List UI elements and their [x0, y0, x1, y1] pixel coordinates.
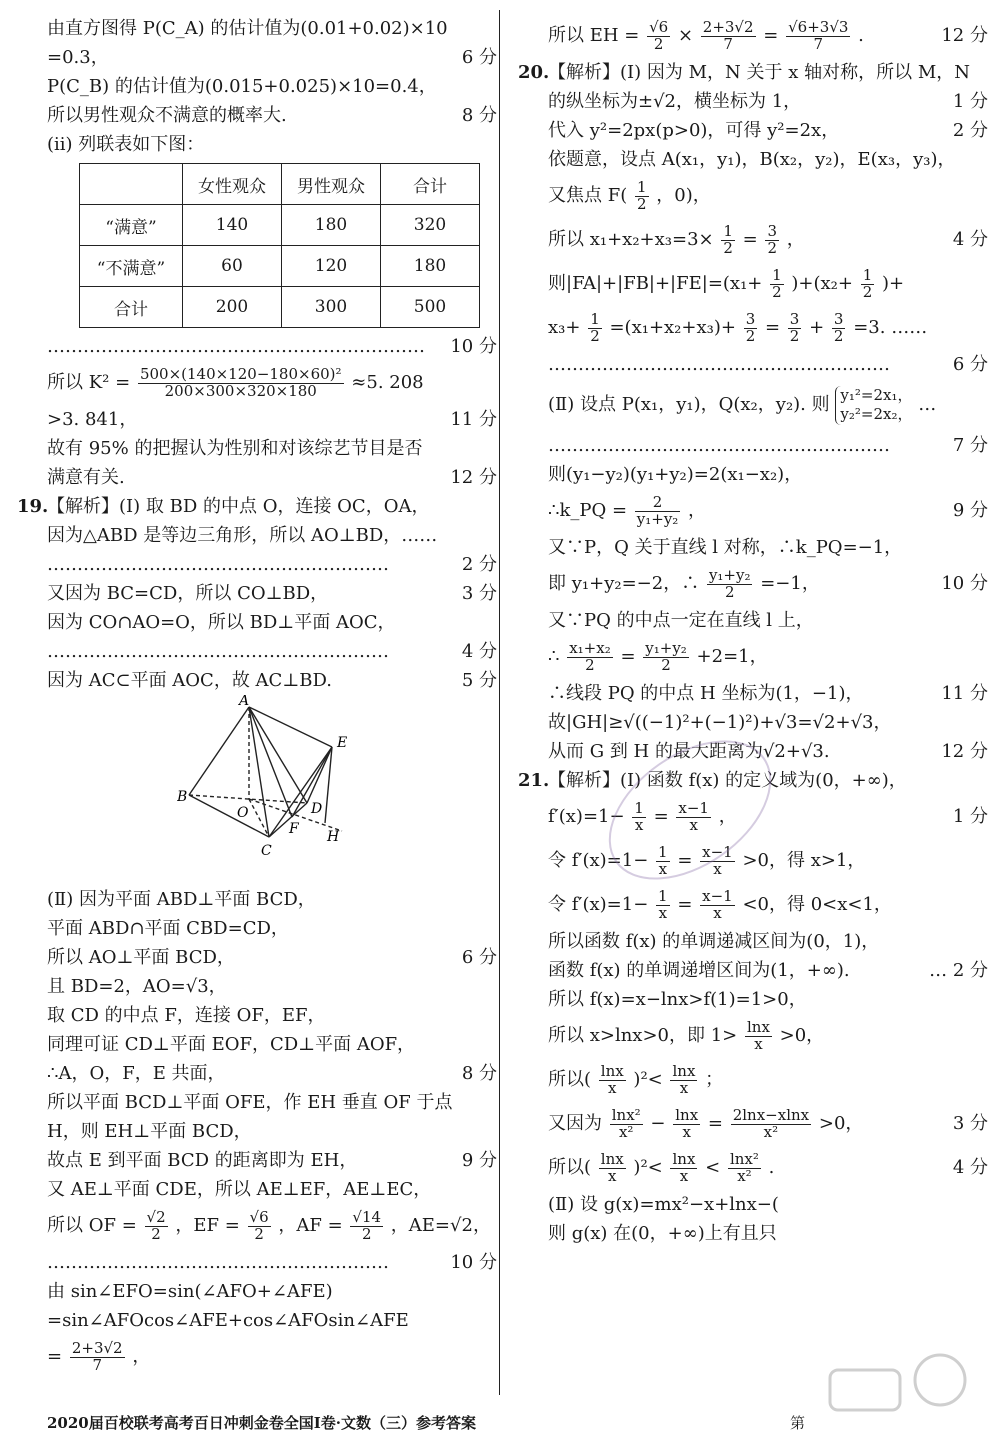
- text-line: 由直方图得 P(C_A) 的估计值为(0.01+0.02)×10: [47, 18, 448, 39]
- text-line: 又∵PQ 的中点一定在直线 l 上，: [548, 610, 814, 631]
- text-line: 满意有关. 12 分: [47, 463, 497, 492]
- text-line: (ⅱ) 列联表如下图：: [47, 134, 205, 155]
- text-line: ∴线段 PQ 的中点 H 坐标为(1，−1)， 11 分: [548, 679, 988, 708]
- score: … 2 分: [929, 960, 988, 981]
- text-line: =0.3， 6 分: [47, 43, 497, 72]
- fraction: $\frac{1}{x}$: [658, 842, 668, 878]
- score: 6 分: [461, 947, 497, 968]
- score: 12 分: [941, 25, 988, 46]
- mid2-line: ∴ $\frac{\text{x₁+x₂}}{2}$ = $\frac{\text{y₁+y₂}}{2}$ +2=1，: [548, 638, 768, 674]
- score: 5 分: [461, 670, 497, 691]
- score: 9 分: [952, 500, 988, 521]
- fraction: $\frac{1}{x}$: [658, 886, 668, 922]
- fraction: $\frac{1}{x}$: [634, 798, 644, 834]
- fraction: $\frac{√2}{2}$: [146, 1207, 166, 1243]
- ln-line: 所以 x>lnx>0，即 1> $\frac{\ln x}{x}$ >0，: [548, 1017, 825, 1053]
- fraction: $\frac{x-1}{x}$: [678, 798, 709, 834]
- score: 2 分: [952, 120, 988, 141]
- table-cell: 女性观众: [183, 164, 282, 205]
- text-line: 因为△ABD 是等边三角形，所以 AO⊥BD，……: [47, 525, 438, 546]
- score: 10 分: [450, 336, 497, 357]
- fraction: $\frac{3}{2}$: [745, 309, 756, 345]
- page-number-prefix: 第: [790, 1414, 806, 1432]
- text-line: 又 AE⊥平面 CDE，所以 AE⊥EF，AE⊥EC，: [47, 1179, 432, 1200]
- fraction: $\frac{\text{y₁+y₂}}{2}$: [708, 565, 751, 601]
- table-cell: 180: [381, 246, 480, 287]
- score: 12 分: [450, 467, 497, 488]
- fraction: $\frac{3}{2}$: [833, 309, 844, 345]
- label-D: D: [311, 801, 323, 817]
- kpq-line: ∴k_PQ = $\frac{2}{\text{y₁+y₂}}$ ， 9 分: [548, 489, 988, 533]
- tetrahedron-figure: [177, 695, 377, 885]
- fraction: $\frac{3}{2}$: [789, 309, 800, 345]
- fraction: $\frac{x-1}{x}$: [702, 842, 733, 878]
- table-cell: 500: [381, 287, 480, 328]
- text-line: =sin∠AFOcos∠AFE+cos∠AFOsin∠AFE: [47, 1310, 409, 1331]
- table-cell: 男性观众: [282, 164, 381, 205]
- text-line: 所以男性观众不满意的概率大. 8 分: [47, 101, 497, 130]
- text-line: 取 CD 的中点 F，连接 OF，EF，: [47, 1005, 326, 1026]
- text-line: (Ⅱ) 因为平面 ABD⊥平面 BCD，: [47, 889, 316, 910]
- text-line: ………………………………………………… 6 分: [548, 350, 988, 379]
- derivative-line: 令 f′(x)=1− $\frac{1}{x}$ = $\frac{x-1}{x}$ >0，得 x>1，: [548, 842, 866, 878]
- ln-line: 又因为 $\frac{\text{lnx²}}{\text{x²}}$ − $\frac{\ln x}{x}$ = $\frac{2\ln x-xlnx}{\text{x²}}$ >0， 3 分: [548, 1102, 988, 1146]
- text-line: 平面 ABD∩平面 CBD=CD，: [47, 918, 289, 939]
- text-line: 依题意，设点 A(x₁，y₁)，B(x₂，y₂)，E(x₃，y₃)，: [548, 149, 956, 170]
- fraction: $\frac{√6}{2}$: [649, 17, 669, 53]
- fraction: $\frac{\text{lnx²}}{\text{x²}}$: [729, 1149, 759, 1185]
- score: 11 分: [941, 683, 988, 704]
- fraction: $\frac{\ln x}{x}$: [672, 1061, 696, 1097]
- fraction: $\frac{\text{lnx²}}{\text{x²}}$: [611, 1105, 641, 1141]
- fraction: $\frac{1}{2}$: [772, 265, 782, 301]
- score: 2 分: [461, 554, 497, 575]
- ln-line: 所以( $\frac{\ln x}{x}$ )²< $\frac{\ln x}{x}$ < $\frac{\text{lnx²}}{\text{x²}}$ . 4 分: [548, 1146, 988, 1190]
- text-line: 21. 【解析】(Ⅰ) 函数 f(x) 的定义域为(0，+∞)，: [548, 766, 988, 795]
- score: 1 分: [952, 91, 988, 112]
- watermark-stamp: [590, 720, 790, 900]
- table-cell: 120: [282, 246, 381, 287]
- table-cell: “不满意”: [80, 246, 183, 287]
- label-B: B: [177, 789, 188, 805]
- text-line: 则(y₁−y₂)(y₁+y₂)=2(x₁−x₂)，: [548, 464, 803, 485]
- text-line: 19. 【解析】(Ⅰ) 取 BD 的中点 O，连接 OC，OA，: [47, 492, 497, 521]
- of-ef-af-line: 所以 OF = $\frac{√2}{2}$ ，EF = $\frac{√6}{2}$ ，AF = $\frac{√14}{2}$ ，AE=√2，: [47, 1207, 491, 1243]
- text-line: 同理可证 CD⊥平面 EOF，CD⊥平面 AOF，: [47, 1034, 416, 1055]
- fraction: $\frac{√14}{2}$: [352, 1207, 382, 1243]
- fraction: $\frac{\text{500×(140×120−180×60)²}}{200\times 300\times 320\times 180}$: [139, 364, 342, 400]
- text-line: ………………………………………………… 4 分: [47, 637, 497, 666]
- text-line: H，则 EH⊥平面 BCD，: [47, 1121, 252, 1142]
- focus-line: 又焦点 F( $\frac{1}{2}$ ，0)，: [548, 177, 711, 213]
- score: 4 分: [952, 229, 988, 250]
- fraction: $\frac{\ln x}{x}$: [746, 1017, 770, 1053]
- text-line: 所以函数 f(x) 的单调递减区间为(0，1)，: [548, 931, 880, 952]
- question-number: 19.: [17, 496, 49, 517]
- right-column: [518, 14, 988, 1248]
- geometry-figure: [177, 695, 497, 885]
- table-cell: 320: [381, 205, 480, 246]
- score: 6 分: [952, 354, 988, 375]
- fraction: $\frac{\ln x}{x}$: [600, 1149, 624, 1185]
- text-line: 从而 G 到 H 的最大距离为√2+√3. 12 分: [548, 737, 988, 766]
- table-cell: 60: [183, 246, 282, 287]
- text-line: 故有 95% 的把握认为性别和对该综艺节目是否: [47, 438, 423, 459]
- text-line: ………………………………………………… 2 分: [47, 550, 497, 579]
- label-C: C: [261, 843, 272, 859]
- fraction: $\frac{1}{2}$: [590, 309, 600, 345]
- text-line: 又∵P，Q 关于直线 l 对称，∴k_PQ=−1，: [548, 537, 903, 558]
- text-line: 所以平面 BCD⊥平面 OFE，作 EH 垂直 OF 于点: [47, 1092, 453, 1113]
- fraction: $\frac{\ln x}{x}$: [672, 1149, 696, 1185]
- eh-line: 所以 EH = $\frac{√6}{2}$ × $\frac{2+3√2}{7}$ = $\frac{√6+3√3}{7}$ . 12 分: [548, 14, 988, 58]
- score: 10 分: [450, 1252, 497, 1273]
- score: 11 分: [450, 409, 497, 430]
- question-number: 20.: [518, 62, 550, 83]
- left-column: [17, 14, 497, 1379]
- text-line: ………………………………………………… 7 分: [548, 431, 988, 460]
- score: 9 分: [461, 1150, 497, 1171]
- text-line: 函数 f(x) 的单调递增区间为(1，+∞). … 2 分: [548, 956, 988, 985]
- score: 8 分: [461, 105, 497, 126]
- text-line: 由 sin∠EFO=sin(∠AFO+∠AFE): [47, 1281, 333, 1302]
- table-cell: 140: [183, 205, 282, 246]
- fraction: $\frac{3}{2}$: [767, 221, 777, 257]
- label-F: F: [289, 821, 299, 837]
- table-header-row: [80, 164, 480, 205]
- text-line: = $\frac{2+3√2}{7}$ ，: [47, 1338, 151, 1374]
- text-line: 又因为 BC=CD，所以 CO⊥BD， 3 分: [47, 579, 497, 608]
- fraction: $\frac{\ln x}{x}$: [600, 1061, 624, 1097]
- text-line: 所以 f(x)=x−lnx>f(1)=1>0，: [548, 989, 807, 1010]
- table-row: [80, 287, 480, 328]
- score: 7 分: [952, 435, 988, 456]
- x3-line: x₃+ $\frac{1}{2}$ =(x₁+x₂+x₃)+ $\frac{3}{2}$ = $\frac{3}{2}$ + $\frac{3}{2}$ =3. ……: [548, 309, 928, 345]
- score: 4 分: [952, 1157, 988, 1178]
- derivative-line: 令 f′(x)=1− $\frac{1}{x}$ = $\frac{x-1}{x}$ <0，得 0<x<1，: [548, 886, 892, 922]
- contingency-table: [79, 163, 480, 328]
- score: 8 分: [461, 1063, 497, 1084]
- fraction: $\frac{1}{2}$: [862, 265, 873, 301]
- fa-line: 则|FA|+|FB|+|FE|=(x₁+ $\frac{1}{2}$ )+(x₂+ $\frac{1}{2}$ )+: [548, 265, 905, 301]
- text-line: ……………………………………………………… 10 分: [47, 332, 497, 361]
- fraction: $\frac{√6}{2}$: [249, 1207, 269, 1243]
- score: 10 分: [941, 573, 988, 594]
- label-E: E: [337, 735, 348, 751]
- page-footer: 2020届百校联考高考百日冲刺金卷全国Ⅰ卷·文数（三）参考答案: [47, 1414, 476, 1432]
- fraction: $\frac{√6+3√3}{7}$: [788, 17, 849, 53]
- table-cell: [80, 164, 183, 205]
- score: 6 分: [461, 47, 497, 68]
- fraction: $\frac{1}{2}$: [636, 177, 647, 213]
- fraction: $\frac{2}{\text{y₁+y₂}}$: [636, 492, 679, 528]
- label-O: O: [237, 805, 249, 821]
- fraction: $\frac{\ln x}{x}$: [675, 1105, 699, 1141]
- table-cell: 180: [282, 205, 381, 246]
- ln-line: 所以( $\frac{\ln x}{x}$ )²< $\frac{\ln x}{x}$ ；: [548, 1061, 724, 1097]
- table-cell: 300: [282, 287, 381, 328]
- fraction: $\frac{2\ln x-xlnx}{\text{x²}}$: [732, 1105, 810, 1141]
- text-line: >3. 841， 11 分: [47, 405, 497, 434]
- text-line: 代入 y²=2px(p>0)，可得 y²=2x， 2 分: [548, 116, 988, 145]
- fraction: $\frac{\text{x₁+x₂}}{2}$: [569, 638, 611, 674]
- text-line: 20. 【解析】(Ⅰ) 因为 M，N 关于 x 轴对称，所以 M，N: [548, 58, 988, 87]
- score: 4 分: [461, 641, 497, 662]
- text-line: 则 g(x) 在(0，+∞)上有且只: [548, 1223, 777, 1244]
- text-line: 且 BD=2，AO=√3，: [47, 976, 227, 997]
- fraction: $\frac{2+3√2}{7}$: [702, 17, 754, 53]
- fraction: $\frac{\text{y₁+y₂}}{2}$: [645, 638, 687, 674]
- text-line: 故点 E 到平面 BCD 的距离即为 EH， 9 分: [47, 1146, 497, 1175]
- table-cell: 合计: [381, 164, 480, 205]
- question-number: 21.: [518, 770, 550, 791]
- score: 3 分: [952, 1113, 988, 1134]
- text-line: 故|GH|≥√((−1)²+(−1)²)+√3=√2+√3，: [548, 712, 892, 733]
- text-line: ………………………………………………… 10 分: [47, 1248, 497, 1277]
- text-line: P(C_B) 的估计值为(0.015+0.025)×10=0.4，: [47, 76, 437, 97]
- table-row: [80, 246, 480, 287]
- sum-line: 所以 x₁+x₂+x₃=3× $\frac{1}{2}$ = $\frac{3}{2}$ ， 4 分: [548, 218, 988, 262]
- text-line: 的纵坐标为±√2，横坐标为 1， 1 分: [548, 87, 988, 116]
- text-line: 因为 CO∩AO=O，所以 BD⊥平面 AOC，: [47, 612, 396, 633]
- watermark-logo: [820, 1350, 980, 1430]
- text-line: (Ⅱ) 设 g(x)=mx²−x+lnx−(: [548, 1194, 779, 1215]
- system-line: (Ⅱ) 设点 P(x₁，y₁)，Q(x₂，y₂). 则 y₁²=2x₁， y₂²=2x₂， …: [548, 385, 937, 423]
- table-cell: “满意”: [80, 205, 183, 246]
- column-divider: [499, 10, 500, 1395]
- text-line: 所以 AO⊥平面 BCD， 6 分: [47, 943, 497, 972]
- label-H: H: [327, 829, 340, 845]
- equation-system: y₁²=2x₁， y₂²=2x₂，: [835, 386, 912, 425]
- fraction: $\frac{1}{2}$: [723, 221, 733, 257]
- score: 12 分: [941, 741, 988, 762]
- label-A: A: [239, 695, 250, 709]
- score: 1 分: [952, 806, 988, 827]
- table-row: [80, 205, 480, 246]
- table-cell: 合计: [80, 287, 183, 328]
- k2-formula: 所以 K² = $\frac{\text{500×(140×120−180×60)²}}{200\times 300\times 320\times 180}$ ≈5. 208: [47, 364, 424, 400]
- mid1-line: 即 y₁+y₂=−2，∴ $\frac{\text{y₁+y₂}}{2}$ =−1， 10 分: [548, 562, 988, 606]
- score: 3 分: [461, 583, 497, 604]
- table-cell: 200: [183, 287, 282, 328]
- fraction: $\frac{x-1}{x}$: [702, 886, 733, 922]
- fraction: $\frac{2+3√2}{7}$: [71, 1338, 123, 1374]
- text-line: 因为 AC⊂平面 AOC，故 AC⊥BD. 5 分: [47, 666, 497, 695]
- text-line: ∴A，O，F，E 共面， 8 分: [47, 1059, 497, 1088]
- derivative-line: f′(x)=1− $\frac{1}{x}$ = $\frac{x-1}{x}$ ， 1 分: [548, 795, 988, 839]
